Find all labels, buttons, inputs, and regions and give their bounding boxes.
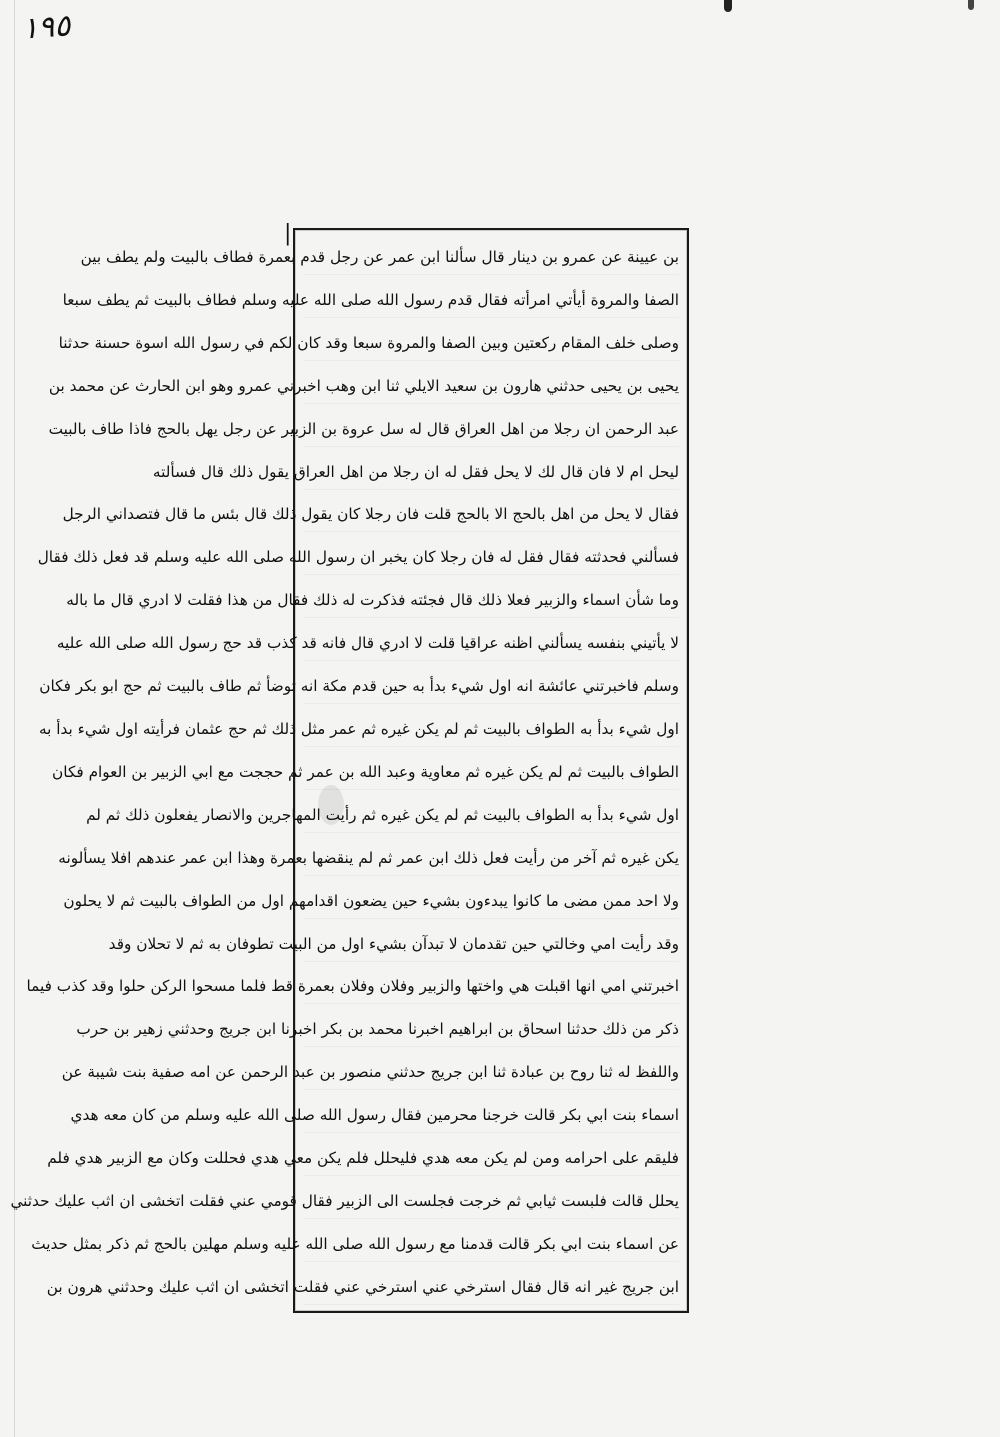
binding-mark [724,0,732,12]
page-number: ١٩٥ [20,8,72,47]
manuscript-line: يحيى بن يحيى حدثني هارون بن سعيد الايلي ثنا ابن وهب اخبرني عمرو وهو ابن الحارث عن محمد بن [303,369,679,404]
manuscript-line: اول شيء بدأ به الطواف بالبيت ثم لم يكن غيره ثم رأيت المهاجرين والانصار يفعلون ذلك ثم لم [303,798,679,833]
manuscript-line: الصفا والمروة أيأتي امرأته فقال قدم رسول الله صلى الله عليه وسلم فطاف بالبيت ثم يطف سبعا [303,283,679,318]
margin-note: | [284,221,292,246]
manuscript-line: واللفظ له ثنا روح بن عبادة ثنا ابن جريج حدثني منصور بن عبد الرحمن عن امه صفية بنت شيبة عن [303,1055,679,1090]
page-edge-line [14,0,15,1437]
manuscript-line: ابن جريج غير انه قال فقال استرخي عني استرخي عني فقلت اتخشى ان اثب عليك وحدثني هرون بن [303,1270,679,1305]
manuscript-line: فقال لا يحل من اهل بالحج الا بالحج قلت فان رجلا كان يقول ذلك قال بئس ما قال فتصداني الرجل [303,497,679,532]
manuscript-text-block [10,240,679,1305]
text-frame [10,228,689,1313]
manuscript-line: يحلل قالت فلبست ثيابي ثم خرجت فجلست الى الزبير فقال قومي عني فقلت اتخشى ان اثب عليك حدثني [303,1184,679,1219]
manuscript-line: ليحل ام لا فان قال لك لا يحل فقل له ان رجلا من اهل العراق يقول ذلك قال فسألته [303,455,679,490]
manuscript-line: لا يأتيني بنفسه يسألني اظنه عراقيا قلت لا ادري قال فانه قد كذب قد حج رسول الله صلى الله عليه [303,626,679,661]
manuscript-line: وقد رأيت امي وخالتي حين تقدمان لا تبدآن بشيء اول من البيت تطوفان به ثم لا تحلان وقد [303,927,679,962]
manuscript-line: الطواف بالبيت ثم لم يكن غيره ثم معاوية وعبد الله بن عمر ثم حججت مع ابي الزبير بن العوام فكان [303,755,679,790]
manuscript-line: اسماء بنت ابي بكر قالت خرجنا محرمين فقال رسول الله صلى الله عليه وسلم من كان معه هدي [303,1098,679,1133]
manuscript-line: عن اسماء بنت ابي بكر قالت قدمنا مع رسول الله صلى الله عليه وسلم مهلين بالحج ثم ذكر بمثل حديث [303,1227,679,1262]
manuscript-line: عبد الرحمن ان رجلا من اهل العراق قال له سل عروة بن الزبير عن رجل يهل بالحج فاذا طاف بالبيت [303,412,679,447]
manuscript-line: فسألني فحدثته فقال فقل له فان رجلا كان يخبر ان رسول الله صلى الله عليه وسلم قد فعل ذلك فقال [303,540,679,575]
binding-mark [968,0,974,10]
manuscript-line: فليقم على احرامه ومن لم يكن معه هدي فليحلل فلم يكن معي هدي فحللت وكان مع الزبير هدي فلم [303,1141,679,1176]
manuscript-line: وصلى خلف المقام ركعتين وبين الصفا والمروة سبعا وقد كان لكم في رسول الله اسوة حسنة حدثنا [303,326,679,361]
manuscript-line: ولا احد ممن مضى ما كانوا يبدءون بشيء حين يضعون اقدامهم اول من الطواف بالبيت ثم لا يحلون [303,884,679,919]
manuscript-line: يكن غيره ثم آخر من رأيت فعل ذلك ابن عمر ثم لم ينقضها بعمرة وهذا ابن عمر عندهم افلا يسألونه [303,841,679,876]
manuscript-line: وما شأن اسماء والزبير فعلا ذلك قال فجئته فذكرت له ذلك فقال من هذا فقلت لا ادري قال ما باله [303,583,679,618]
manuscript-line: بن عيينة عن عمرو بن دينار قال سألنا ابن عمر عن رجل قدم بعمرة فطاف بالبيت ولم يطف بين [303,240,679,275]
manuscript-line: وسلم فاخبرتني عائشة انه اول شيء بدأ به حين قدم مكة انه توضأ ثم طاف بالبيت ثم حج ابو بكر فكان [303,669,679,704]
manuscript-line: ذكر من ذلك حدثنا اسحاق بن ابراهيم اخبرنا محمد بن بكر اخبرنا ابن جريج وحدثني زهير بن حرب [303,1012,679,1047]
manuscript-line: اول شيء بدأ به الطواف بالبيت ثم لم يكن غيره ثم عمر مثل ذلك ثم حج عثمان فرأيته اول شيء بدأ به [303,712,679,747]
manuscript-line: اخبرتني امي انها اقبلت هي واختها والزبير وفلان وفلان بعمرة قط فلما مسحوا الركن حلوا وقد كذب فيما [303,969,679,1004]
